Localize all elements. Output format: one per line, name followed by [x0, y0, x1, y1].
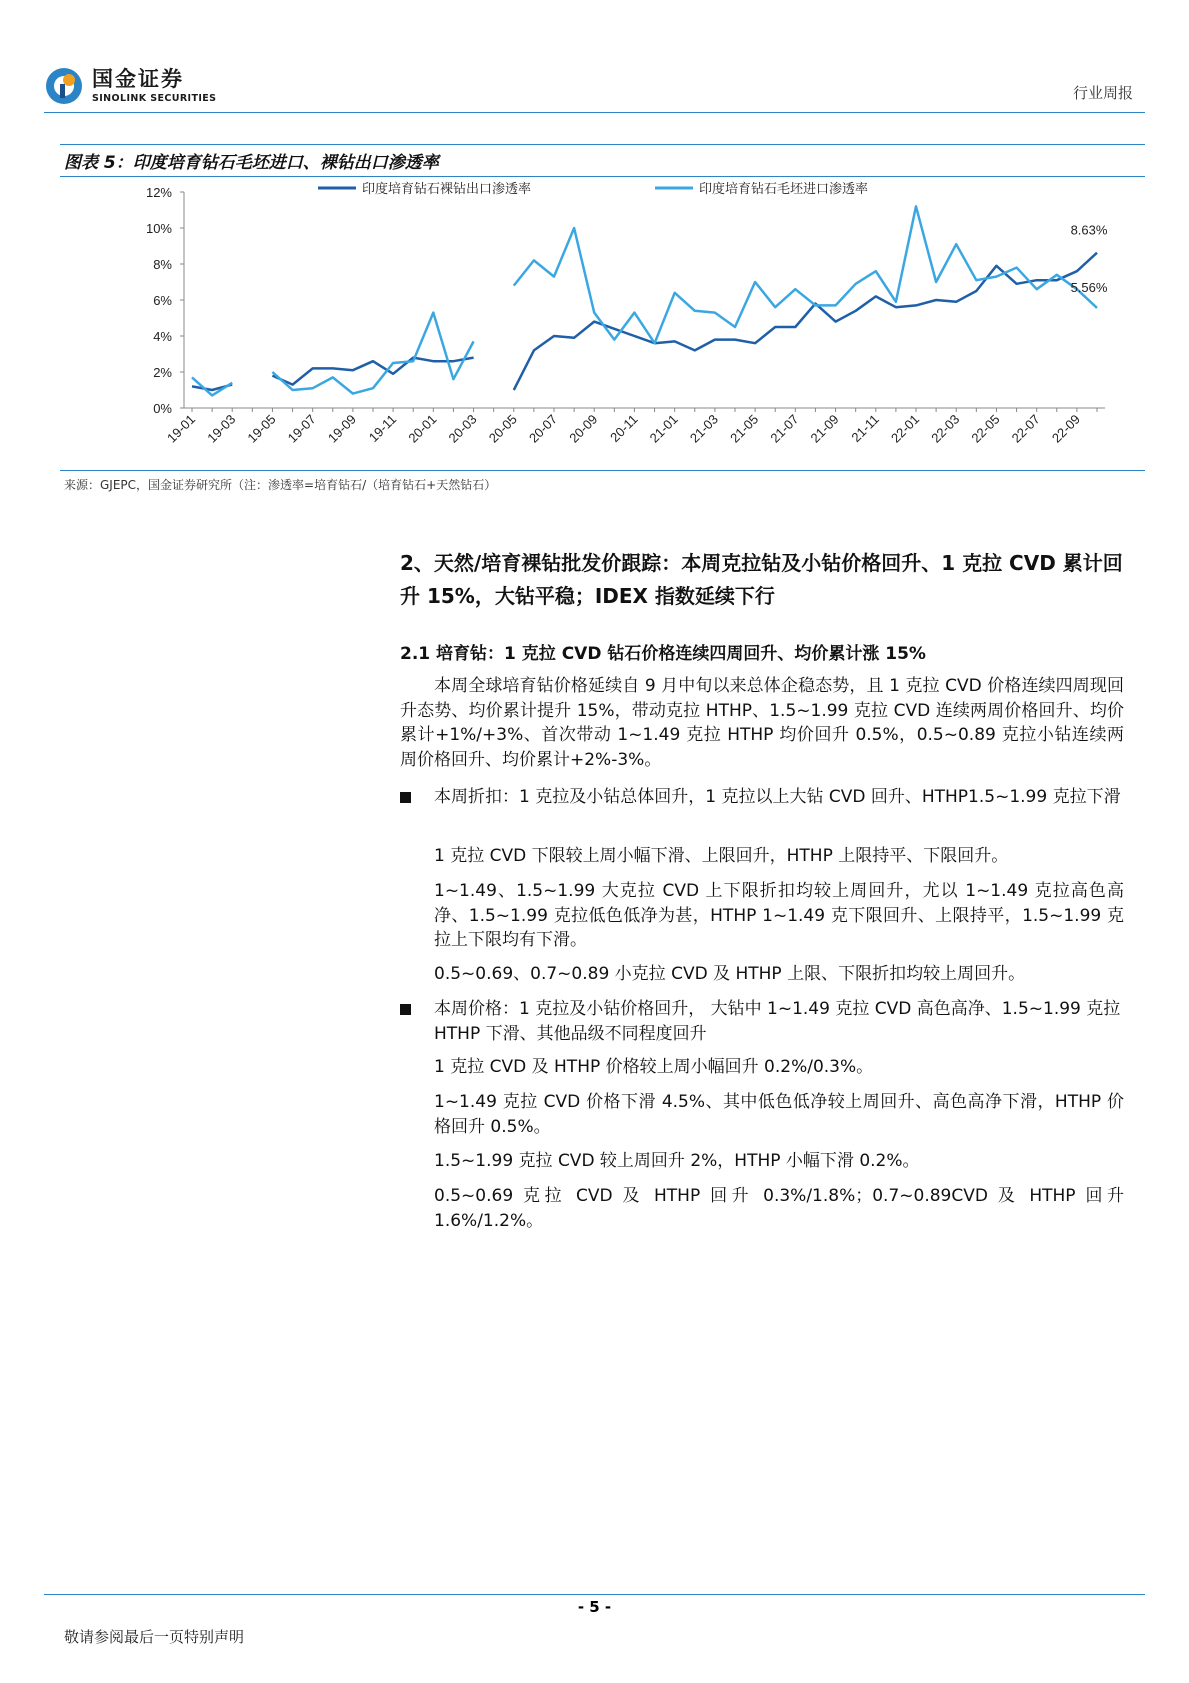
- series-line-import: [514, 206, 1097, 343]
- data-label-export-end: 8.63%: [1070, 222, 1108, 238]
- data-label-import-end: 5.56%: [1070, 279, 1108, 295]
- x-tick-label: 19-05: [244, 411, 279, 446]
- x-tick-label: 20-01: [405, 411, 440, 446]
- x-tick-label: 19-03: [204, 411, 239, 446]
- figure-title: 图表 5：印度培育钻石毛坯进口、裸钻出口渗透率: [64, 153, 439, 173]
- y-tick-label: 8%: [153, 257, 172, 272]
- x-tick-label: 20-07: [526, 411, 561, 446]
- price-detail-2: 1~1.49 克拉 CVD 价格下滑 4.5%、其中低色低净较上周回升、高色高净下滑，HTHP 价格回升 0.5%。: [434, 1092, 1124, 1137]
- x-tick-label: 22-09: [1048, 411, 1084, 446]
- header-divider: [44, 112, 1145, 113]
- discount-detail-2: [400, 879, 1124, 953]
- price-detail-1: 1 克拉 CVD 及 HTHP 价格较上周小幅回升 0.2%/0.3%。: [434, 1057, 874, 1077]
- discount-detail-3: 0.5~0.69、0.7~0.89 小克拉 CVD 及 HTHP 上限、下限折扣均较上周回升。: [434, 964, 1026, 984]
- x-tick-label: 21-05: [727, 411, 762, 446]
- intro-paragraph: 本周全球培育钻价格延续自 9 月中旬以来总体企稳态势，且 1 克拉 CVD 价格连续四周现回升态势、均价累计提升 15%，带动克拉 HTHP、1.5~1.99 克拉 CVD 连续两周价格回升、均价累计+1%/+3%、首次带动 1~1.49 克拉 HTHP 均价回升 0.5%，0.5~0.89 克拉小钻连续两周价格回升、均价累计+2%-3%。: [400, 676, 1124, 770]
- x-tick-label: 22-07: [1008, 411, 1043, 446]
- y-tick-label: 6%: [153, 293, 172, 308]
- discount-detail-1: 1 克拉 CVD 下限较上周小幅下滑、上限回升，HTHP 上限持平、下限回升。: [434, 846, 1009, 866]
- x-tick-label: 19-07: [284, 411, 319, 446]
- bullet-price: [400, 997, 1124, 1046]
- series-line-import: [272, 313, 473, 394]
- report-type: 行业周报: [1072, 84, 1133, 102]
- x-tick-label: 20-11: [607, 411, 641, 445]
- y-tick-label: 4%: [153, 329, 172, 344]
- x-tick-label: 19-11: [365, 411, 400, 445]
- x-tick-label: 20-03: [445, 411, 480, 446]
- figure-source-note: 来源：GJEPC，国金证券研究所（注：渗透率=培育钻石/（培育钻石+天然钻石）: [64, 478, 497, 492]
- bullet-discount-text: 本周折扣：1 克拉及小钻总体回升，1 克拉以上大钻 CVD 回升、HTHP1.5~1.99 克拉下滑: [434, 787, 1121, 807]
- x-tick-label: 21-07: [767, 411, 802, 446]
- bullet-discount: [400, 785, 1124, 810]
- figure-bottom-rule: [60, 470, 1145, 471]
- penetration-line-chart: [60, 178, 1145, 468]
- x-tick-label: 21-01: [646, 411, 681, 446]
- sinolink-logo-icon: [44, 66, 84, 106]
- x-tick-label: 20-09: [566, 411, 601, 446]
- x-tick-label: 19-01: [164, 411, 199, 446]
- x-tick-label: 22-03: [928, 411, 963, 446]
- x-tick-label: 21-03: [686, 411, 722, 446]
- x-tick-label: 20-05: [485, 411, 520, 446]
- y-tick-label: 0%: [153, 401, 172, 416]
- figure-title-rule: [60, 176, 1145, 177]
- y-tick-label: 2%: [153, 365, 172, 380]
- price-detail-3: 1.5~1.99 克拉 CVD 较上周回升 2%，HTHP 小幅下滑 0.2%。: [434, 1151, 920, 1171]
- x-tick-label: 21-11: [848, 411, 882, 445]
- figure-top-rule: [60, 144, 1145, 145]
- legend-label: 印度培育钻石毛坯进口渗透率: [699, 182, 869, 197]
- x-tick-label: 22-05: [968, 411, 1003, 446]
- y-tick-label: 10%: [145, 221, 172, 236]
- discount-detail-2-text: 1~1.49、1.5~1.99 大克拉 CVD 上下限折扣均较上周回升，尤以 1~1.49 克拉高色高净、1.5~1.99 克拉低色低净为甚，HTHP 1~1.49 克下限回升、上限持平，1.5~1.99 克拉上下限均有下滑。: [434, 881, 1124, 950]
- logo-english-name: SINOLINK SECURITIES: [92, 92, 217, 104]
- x-tick-label: 19-09: [324, 411, 360, 446]
- series-line-export: [272, 358, 473, 385]
- x-tick-label: 21-09: [807, 411, 842, 446]
- square-bullet-icon: [400, 792, 411, 803]
- price-detail-4: 0.5~0.69 克拉 CVD 及 HTHP 回升 0.3%/1.8%；0.7~0.89CVD 及 HTHP 回升 1.6%/1.2%。: [434, 1186, 1124, 1231]
- logo-chinese-name: 国金证券: [92, 66, 184, 91]
- bullet-price-text: 本周价格：1 克拉及小钻价格回升， 大钻中 1~1.49 克拉 CVD 高色高净、1.5~1.99 克拉 HTHP 下滑、其他品级不同程度回升: [434, 999, 1121, 1044]
- section-heading: 2、天然/培育裸钻批发价跟踪：本周克拉钻及小钻价格回升、1 克拉 CVD 累计回升 15%，大钻平稳；IDEX 指数延续下行: [400, 551, 1123, 608]
- company-logo: [44, 66, 216, 106]
- disclaimer-note: 敬请参阅最后一页特别声明: [64, 1628, 245, 1646]
- page-number: - 5 -: [577, 1598, 612, 1616]
- footer-divider: [44, 1594, 1145, 1595]
- x-tick-label: 22-01: [888, 411, 923, 446]
- square-bullet-icon: [400, 1004, 411, 1015]
- subsection-heading: 2.1 培育钻：1 克拉 CVD 钻石价格连续四周回升、均价累计涨 15%: [400, 644, 926, 664]
- legend-label: 印度培育钻石裸钻出口渗透率: [362, 182, 532, 197]
- y-tick-label: 12%: [145, 185, 172, 200]
